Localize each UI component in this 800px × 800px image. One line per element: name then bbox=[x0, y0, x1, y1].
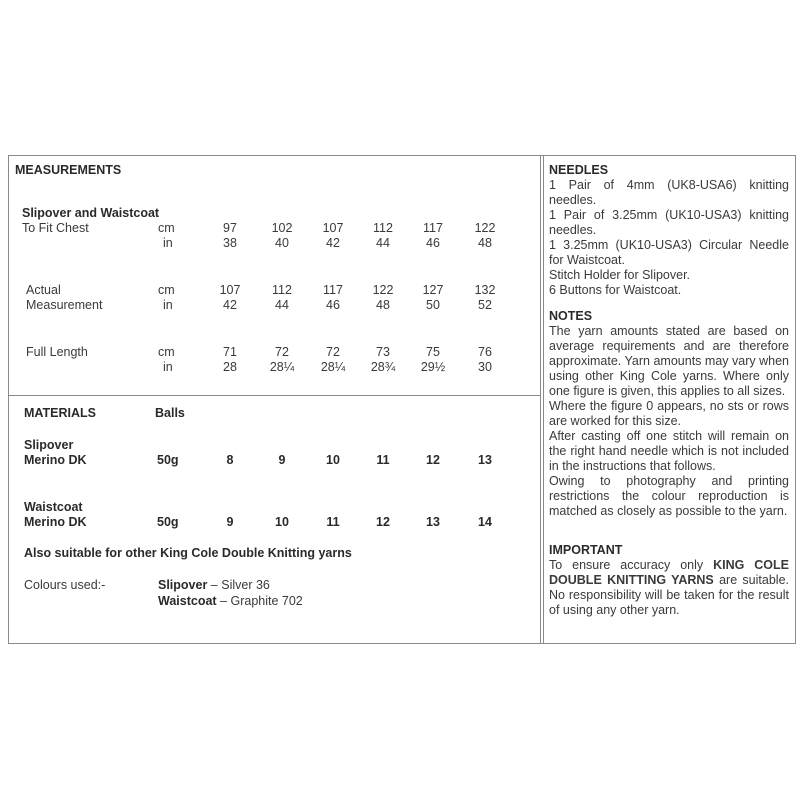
measurement-value: 28¼ bbox=[320, 360, 346, 374]
measurement-value: 71 bbox=[223, 345, 237, 359]
colours-label: Colours used:- bbox=[24, 578, 106, 592]
measurement-row-label: Measurement bbox=[26, 298, 103, 312]
measurement-value: 40 bbox=[275, 236, 289, 250]
needles-section bbox=[549, 163, 789, 298]
measurement-value: 52 bbox=[478, 298, 492, 312]
balls-label: Balls bbox=[155, 406, 185, 420]
measurement-unit: cm bbox=[158, 283, 175, 297]
important-section bbox=[549, 543, 789, 618]
measurement-value: 48 bbox=[478, 236, 492, 250]
measurement-value: 132 bbox=[474, 283, 496, 297]
important-bold: KING COLE DOUBLE KNITTING YARNS bbox=[549, 558, 789, 587]
measurement-value: 102 bbox=[271, 221, 293, 235]
colour-slipover bbox=[158, 578, 270, 593]
also-suitable-note: Also suitable for other King Cole Double Knitting yarns bbox=[24, 546, 352, 560]
measurement-value: 44 bbox=[376, 236, 390, 250]
measurement-unit: in bbox=[163, 360, 173, 374]
column-divider-inner bbox=[543, 155, 544, 644]
section-divider bbox=[8, 395, 541, 396]
material-weight: 50g bbox=[157, 453, 179, 467]
balls-value: 9 bbox=[278, 453, 286, 467]
important-text bbox=[549, 558, 789, 618]
measurement-row-label: Actual bbox=[26, 283, 61, 297]
material-yarn: Merino DK bbox=[24, 453, 87, 467]
measurement-unit: in bbox=[163, 236, 173, 250]
balls-value: 11 bbox=[376, 453, 390, 467]
measurement-value: 46 bbox=[326, 298, 340, 312]
balls-value: 12 bbox=[376, 515, 390, 529]
measurement-value: 112 bbox=[272, 283, 292, 297]
material-yarn: Merino DK bbox=[24, 515, 87, 529]
measurement-value: 29½ bbox=[420, 360, 446, 374]
colour-item-name: Waistcoat bbox=[158, 594, 217, 608]
materials-heading: MATERIALS bbox=[24, 406, 96, 420]
balls-value: 8 bbox=[226, 453, 234, 467]
balls-value: 13 bbox=[426, 515, 440, 529]
measurement-unit: in bbox=[163, 298, 173, 312]
notes-paragraph: Owing to photography and printing restrictions the colour reproduction is matched as closely as possible to the yarn. bbox=[549, 474, 789, 518]
measurement-value: 48 bbox=[376, 298, 390, 312]
notes-paragraph: The yarn amounts stated are based on average requirements and are therefore approximate. Yarn amounts may vary when using other King Cole yarns. Where only one figure is given, this applies to all sizes. bbox=[549, 324, 789, 398]
measurement-value: 42 bbox=[223, 298, 237, 312]
colour-item-value: – Graphite 702 bbox=[216, 594, 303, 608]
measurement-unit: cm bbox=[158, 221, 175, 235]
measurement-value: 30 bbox=[478, 360, 492, 374]
measurement-value: 127 bbox=[422, 283, 444, 297]
measurement-row-label: Full Length bbox=[26, 345, 88, 359]
measurement-value: 97 bbox=[223, 221, 237, 235]
measurement-value: 107 bbox=[219, 283, 241, 297]
column-divider bbox=[540, 155, 541, 644]
measurement-value: 117 bbox=[323, 283, 343, 297]
measurement-value: 73 bbox=[376, 345, 390, 359]
measurement-value: 122 bbox=[474, 221, 496, 235]
material-name: Waistcoat bbox=[24, 500, 83, 514]
measurement-value: 28¾ bbox=[370, 360, 396, 374]
measurement-row-label: To Fit Chest bbox=[22, 221, 89, 235]
measurement-unit: cm bbox=[158, 345, 175, 359]
measurement-value: 38 bbox=[223, 236, 237, 250]
balls-value: 12 bbox=[426, 453, 440, 467]
notes-heading: NOTES bbox=[549, 309, 593, 323]
needles-line: 1 Pair of 3.25mm (UK10-USA3) knitting needles. bbox=[549, 208, 789, 237]
balls-value: 13 bbox=[478, 453, 492, 467]
important-pre: To ensure accuracy only bbox=[549, 558, 714, 572]
measurement-value: 76 bbox=[478, 345, 492, 359]
measurement-value: 112 bbox=[373, 221, 393, 235]
measurements-heading: MEASUREMENTS bbox=[15, 163, 122, 177]
measurement-value: 28 bbox=[223, 360, 237, 374]
measurement-value: 122 bbox=[372, 283, 394, 297]
material-name: Slipover bbox=[24, 438, 74, 452]
measurement-value: 117 bbox=[423, 221, 443, 235]
important-heading: IMPORTANT bbox=[549, 543, 623, 557]
needles-line: 1 Pair of 4mm (UK8-USA6) knitting needles. bbox=[549, 178, 789, 207]
needles-line: 6 Buttons for Waistcoat. bbox=[549, 283, 682, 297]
measurement-value: 46 bbox=[426, 236, 440, 250]
notes-paragraph: Where the figure 0 appears, no sts or rows are worked for this size. bbox=[549, 399, 789, 428]
colour-item-value: – Silver 36 bbox=[207, 578, 270, 592]
needles-line: 1 3.25mm (UK10-USA3) Circular Needle for Waistcoat. bbox=[549, 238, 789, 267]
balls-value: 14 bbox=[478, 515, 492, 529]
colour-item-name: Slipover bbox=[158, 578, 208, 592]
important-post: are suitable. No responsibility will be taken for the result of using any other yarn. bbox=[549, 573, 789, 617]
measurement-value: 107 bbox=[322, 221, 344, 235]
needles-heading: NEEDLES bbox=[549, 163, 609, 177]
balls-value: 11 bbox=[326, 515, 340, 529]
balls-value: 10 bbox=[326, 453, 340, 467]
balls-value: 9 bbox=[226, 515, 234, 529]
notes-paragraph: After casting off one stitch will remain on the right hand needle which is not included in the instructions that follows. bbox=[549, 429, 789, 473]
measurement-value: 72 bbox=[326, 345, 340, 359]
needles-line: Stitch Holder for Slipover. bbox=[549, 268, 691, 282]
measurement-value: 72 bbox=[275, 345, 289, 359]
balls-value: 10 bbox=[275, 515, 289, 529]
measurement-value: 50 bbox=[426, 298, 440, 312]
notes-section bbox=[549, 309, 789, 519]
material-weight: 50g bbox=[157, 515, 179, 529]
measurement-value: 75 bbox=[426, 345, 440, 359]
measurement-value: 42 bbox=[326, 236, 340, 250]
measurement-value: 44 bbox=[275, 298, 289, 312]
measurements-subheading: Slipover and Waistcoat bbox=[22, 206, 160, 220]
measurement-value: 28¼ bbox=[269, 360, 295, 374]
colour-waistcoat bbox=[158, 594, 303, 609]
